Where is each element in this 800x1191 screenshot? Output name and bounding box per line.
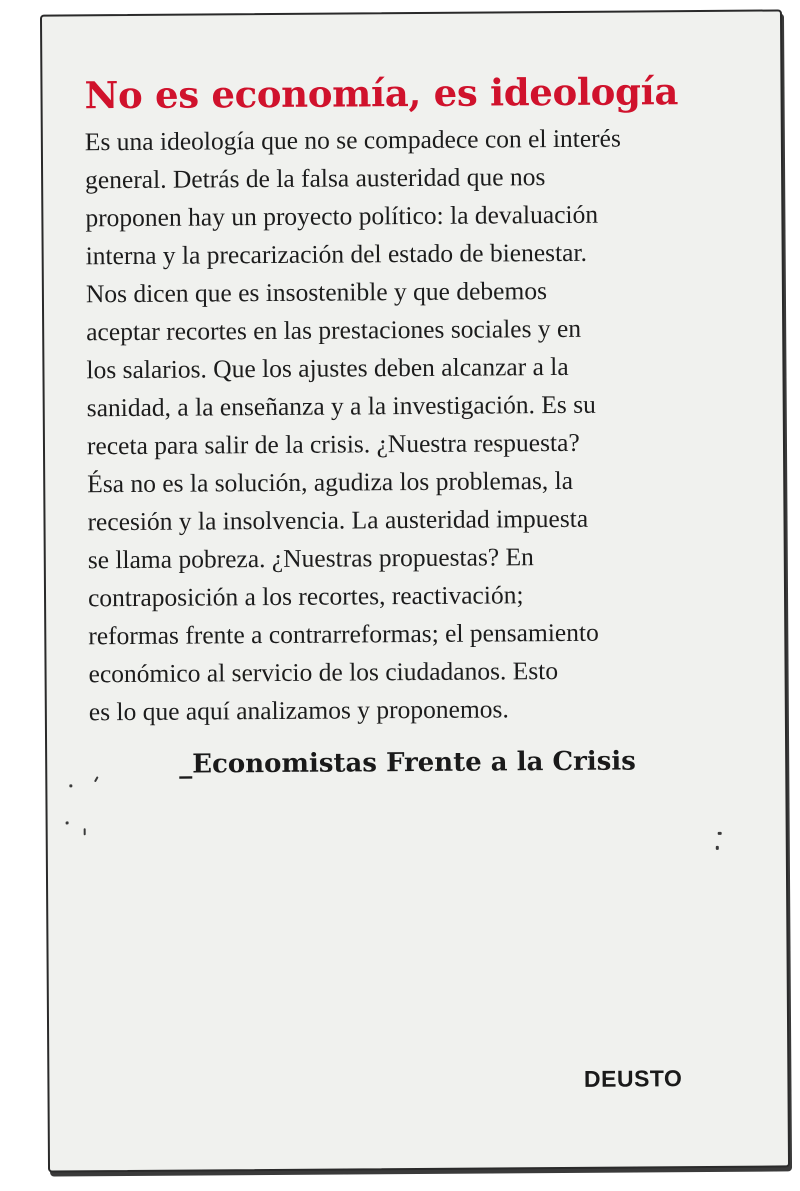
blurb-line: general. Detrás de la falsa austeridad que nos — [85, 162, 546, 195]
blurb-line: receta para salir de la crisis. ¿Nuestra respuesta? — [86, 427, 580, 461]
book-blurb-title: No es economía, es ideología — [84, 69, 679, 118]
blurb-line: Es una ideología que no se compadece con el interés — [84, 123, 621, 157]
author-signature: _Economistas Frente a la Crisis — [179, 746, 636, 780]
blurb-line: es lo que aquí analizamos y proponemos. — [88, 694, 509, 727]
blurb-line: interna y la precarización del estado de bienestar. — [85, 237, 588, 271]
blurb-line: económico al servicio de los ciudadanos. Esto — [88, 656, 559, 689]
blurb-line: Nos dicen que es insostenible y que debemos — [85, 276, 548, 309]
cover-blemish — [716, 846, 719, 850]
publisher-logo: DEUSTO — [583, 1065, 683, 1092]
blurb-line: aceptar recortes en las prestaciones sociales y en — [86, 313, 582, 347]
cover-blemish — [66, 821, 69, 824]
blurb-line: contraposición a los recortes, reactivación; — [87, 580, 524, 613]
blurb-line: se llama pobreza. ¿Nuestras propuestas? En — [87, 542, 534, 575]
cover-blemish — [69, 784, 72, 787]
cover-text-block — [84, 67, 749, 786]
blurb-line: Ésa no es la solución, agudiza los problemas, la — [87, 465, 574, 499]
blurb-line: proponen hay un proyecto político: la devaluación — [85, 199, 599, 233]
cover-blemish — [84, 828, 86, 835]
book-back-cover — [40, 9, 790, 1172]
blurb-line: sanidad, a la enseñanza y a la investigación. Es su — [86, 389, 596, 423]
blurb-line: reformas frente a contrarreformas; el pensamiento — [88, 617, 599, 651]
blurb-line: recesión y la insolvencia. La austeridad impuesta — [87, 503, 589, 537]
book-blurb-body — [85, 119, 749, 732]
blurb-line: los salarios. Que los ajustes deben alcanzar a la — [86, 351, 569, 385]
cover-blemish — [718, 832, 722, 835]
